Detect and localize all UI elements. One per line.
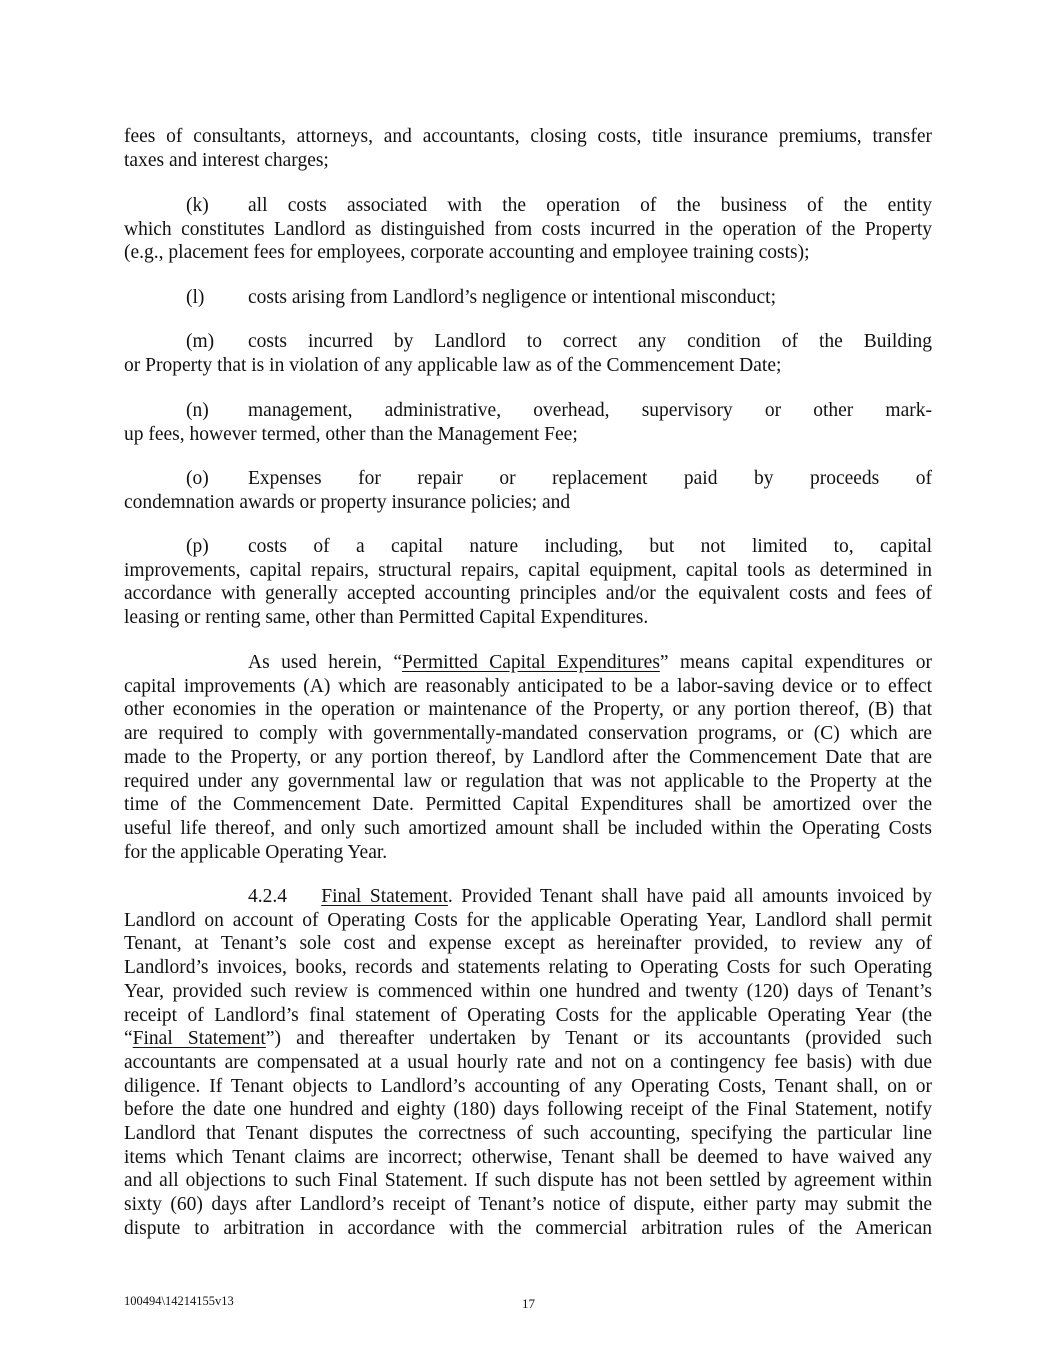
text-line: up fees, however termed, other than the Management Fee; [124,423,578,445]
text-line: sixty (60) days after Landlord’s receipt of Tenant’s notice of dispute, either party may submit the [124,1194,932,1216]
list-item-l [124,286,932,310]
list-item-k [124,194,932,265]
text-line: made to the Property, or any portion thereof, by Landlord after the Commencement Date that are [124,746,932,768]
page-number: 17 [522,1296,535,1311]
text-line: taxes and interest charges; [124,149,329,171]
item-first-line: management, administrative, overhead, supervisory or other mark- [248,400,932,421]
section-number: 4.2.4 [248,886,287,907]
text-line: improvements, capital repairs, structural repairs, capital equipment, capital tools as determined in [124,559,932,581]
text-line: Tenant, at Tenant’s sole cost and expense except as hereinafter provided, to review any of [124,933,932,955]
text-line: or Property that is in violation of any applicable law as of the Commencement Date; [124,354,782,376]
text-line: leasing or renting same, other than Permitted Capital Expenditures. [124,607,649,629]
text-line: accordance with generally accepted accounting principles and/or the equivalent costs and fees of [124,583,932,605]
text-line: items which Tenant claims are incorrect; otherwise, Tenant shall be deemed to have waived any [124,1146,932,1168]
text-line: As used herein, “Permitted Capital Expenditures” means capital expenditures or [248,652,933,673]
text-line: useful life thereof, and only such amortized amount shall be included within the Operating Costs [124,817,932,839]
list-item-m [124,330,932,377]
text-line: Landlord that Tenant disputes the correctness of such accounting, specifying the particular line [124,1123,932,1145]
text-line: are required to comply with governmentally-mandated conservation programs, or (C) which are [124,723,932,745]
item-first-line: costs of a capital nature including, but not limited to, capital [248,536,932,557]
item-marker: (n) [186,400,209,421]
item-first-line: Expenses for repair or replacement paid by proceeds of [248,468,932,489]
defined-term: Final Statement [132,1028,266,1050]
text-line: other economies in the operation or maintenance of the Property, or any portion thereof, (B) that [124,699,932,721]
text-line: fees of consultants, attorneys, and accountants, closing costs, title insurance premiums, transfer [124,126,932,147]
text-line: accountants are compensated at a usual hourly rate and not on a contingency fee basis) with due [124,1051,932,1073]
text-line: dispute to arbitration in accordance with the commercial arbitration rules of the American [124,1217,932,1239]
text-line: “Final Statement”) and thereafter undertaken by Tenant or its accountants (provided such [124,1028,932,1050]
item-first-line: costs incurred by Landlord to correct any condition of the Building [248,331,932,352]
item-first-line: all costs associated with the operation of the business of the entity [248,195,932,216]
text-line: for the applicable Operating Year. [124,841,388,863]
text-line: diligence. If Tenant objects to Landlord’s accounting of any Operating Costs, Tenant shall, on or [124,1075,932,1097]
item-marker: (o) [186,468,209,489]
text-line: condemnation awards or property insurance policies; and [124,491,571,513]
text-line: required under any governmental law or regulation that was not applicable to the Property at the [124,770,932,792]
text-line: time of the Commencement Date. Permitted Capital Expenditures shall be amortized over the [124,794,932,816]
defined-term: Permitted Capital Expenditures [402,652,660,673]
text-line: receipt of Landlord’s final statement of Operating Costs for the applicable Operating Year (the [124,1004,932,1026]
final-statement-section [124,885,932,1241]
text-line: Landlord’s invoices, books, records and statements relating to Operating Costs for such Operating [124,957,932,979]
list-item-n [124,399,932,446]
item-first-line: costs arising from Landlord’s negligence or intentional misconduct; [248,287,777,308]
text-line: Year, provided such review is commenced within one hundred and twenty (120) days of Tenant’s [124,980,932,1002]
text-line: and all objections to such Final Statement. If such dispute has not been settled by agreement within [124,1170,932,1192]
section-heading-line: 4.2.4 Final Statement. Provided Tenant shall have paid all amounts invoiced by [248,886,933,907]
text-line: capital improvements (A) which are reasonably anticipated to be a labor-saving device or to effect [124,675,932,697]
text-line: before the date one hundred and eighty (180) days following receipt of the Final Statement, notify [124,1099,932,1121]
item-marker: (k) [186,195,209,216]
section-heading: Final Statement [321,886,448,907]
text-line: Landlord on account of Operating Costs for the applicable Operating Year, Landlord shall permit [124,909,932,931]
intro-paragraph [124,125,932,172]
document-id: 100494\14214155v13 [124,1294,234,1308]
item-marker: (l) [186,287,205,308]
text-line: which constitutes Landlord as distinguished from costs incurred in the operation of the Property [124,218,932,240]
item-marker: (p) [186,536,209,557]
item-marker: (m) [186,331,215,352]
permitted-capital-expenditures-paragraph [124,651,932,864]
text-line: (e.g., placement fees for employees, corporate accounting and employee training costs); [124,242,810,264]
list-item-o [124,467,932,514]
list-item-p [124,535,932,630]
